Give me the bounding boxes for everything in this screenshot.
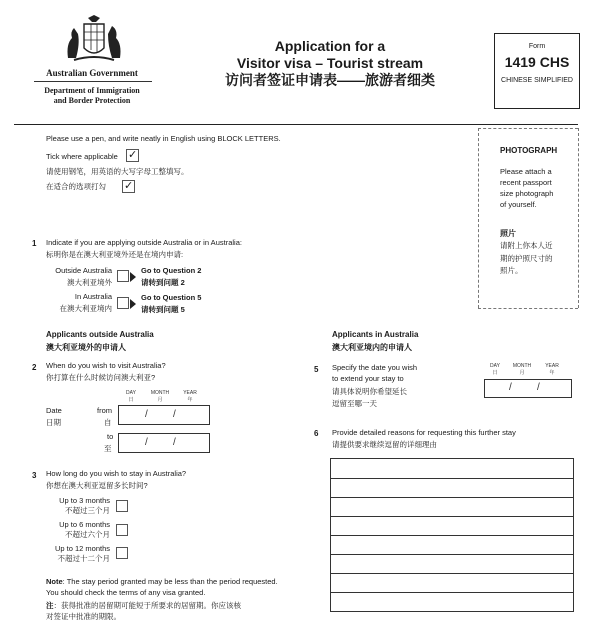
q5-day-label: DAY — [490, 363, 500, 369]
q1-inside-checkbox[interactable] — [117, 297, 129, 309]
note-text-zh-1: ：获得批准的居留期可能短于所要求的居留期。你应该核 — [53, 601, 241, 610]
photo-instr-zh-1: 请附上你本人近 — [500, 241, 553, 250]
q2-to-label-zh: 至 — [104, 444, 112, 453]
inside-heading-en: Applicants in Australia — [332, 330, 419, 339]
tick-example-box-zh — [122, 180, 135, 193]
q1-outside-checkbox[interactable] — [117, 270, 129, 282]
q3-opt1-en: Up to 3 months — [59, 496, 110, 505]
q2-to-date-input[interactable] — [118, 433, 210, 453]
note-label-zh: 注 — [46, 601, 54, 610]
q1-opt2-label-zh: 在澳大利亚境内 — [59, 304, 112, 313]
q5-day-label-zh: 日 — [492, 370, 498, 376]
note-label: Note — [46, 577, 63, 586]
photo-instr-3: size photograph — [500, 189, 554, 198]
note-zh-2: 对签证中批准的期限。 — [46, 612, 121, 621]
note-en-2: You should check the terms of any visa granted. — [46, 588, 206, 597]
q3-opt2-zh: 不超过六个月 — [65, 530, 110, 539]
gov-name: Australian Government — [46, 68, 138, 78]
q6-question-en: Provide detailed reasons for requesting this further stay — [332, 428, 516, 437]
q5-number: 5 — [314, 365, 319, 374]
photo-instr-1: Please attach a — [500, 167, 552, 176]
q2-month-label-zh: 月 — [157, 397, 163, 403]
q1-opt1-label-en: Outside Australia — [55, 266, 112, 275]
tick-example-box — [126, 149, 139, 162]
photo-instr-2: recent passport — [500, 178, 552, 187]
q3-opt3-zh: 不超过十二个月 — [57, 554, 110, 563]
q2-from-label-zh: 自 — [104, 418, 112, 427]
q2-date-label-en: Date — [46, 406, 62, 415]
form-title-line2: Visitor visa – Tourist stream — [236, 55, 424, 71]
arrow-right-icon — [129, 297, 137, 315]
dept-line1: Department of Immigration — [44, 86, 140, 95]
form-title-zh: 访问者签证申请表——旅游者细类 — [225, 72, 435, 88]
form-language: CHINESE SIMPLIFIED — [501, 77, 573, 84]
q6-number: 6 — [314, 429, 319, 438]
q2-number: 2 — [32, 363, 37, 372]
form-label: Form — [528, 43, 546, 50]
q5-year-label-zh: 年 — [549, 370, 555, 376]
q2-year-label: YEAR — [183, 390, 197, 396]
q3-3months-checkbox[interactable] — [116, 500, 128, 512]
arrow-right-icon — [129, 270, 137, 288]
note-zh-1 — [46, 601, 241, 611]
q2-to-label-en: to — [107, 432, 114, 441]
q1-opt1-goto-en: Go to Question 2 — [141, 266, 202, 275]
q1-opt2-goto-zh: 请转到问题 5 — [141, 305, 185, 314]
q3-opt1-zh: 不超过三个月 — [65, 506, 110, 515]
intro-instruction-en: Please use a pen, and write neatly in English using BLOCK LETTERS. — [46, 134, 281, 143]
photo-instr-zh-3: 照片。 — [500, 266, 523, 275]
q3-question-en: How long do you wish to stay in Australia? — [46, 469, 187, 478]
q3-opt3-en: Up to 12 months — [54, 544, 110, 553]
q3-opt2-en: Up to 6 months — [59, 520, 110, 529]
photo-instr-4: of yourself. — [500, 200, 537, 209]
date-separator: / — [173, 437, 176, 448]
q1-question-zh: 标明你是在澳大利亚境外还是在境内申请: — [46, 250, 184, 259]
q6-reasons-textarea[interactable] — [330, 458, 574, 612]
form-number: 1419 CHS — [504, 54, 570, 70]
q1-opt1-label-zh: 澳大利亚境外 — [67, 278, 112, 287]
q2-from-label-en: from — [97, 406, 112, 415]
q5-question-zh-1: 请具体说明你希望延长 — [332, 387, 407, 396]
q5-year-label: YEAR — [545, 363, 559, 369]
photo-instr-zh-2: 期的护照尺寸的 — [500, 254, 553, 263]
tick-mark-icon: ✓ — [124, 180, 134, 192]
date-separator: / — [537, 382, 540, 393]
dept-line2: and Border Protection — [53, 96, 131, 105]
q2-month-label: MONTH — [150, 390, 170, 396]
q1-question-en: Indicate if you are applying outside Australia or in Australia: — [46, 238, 242, 247]
intro-instruction-zh: 请使用钢笔，用英语的大写字母工整填写。 — [46, 167, 189, 176]
form-number-box — [494, 33, 580, 109]
q5-question-en-2: to extend your stay to — [332, 374, 404, 383]
q6-question-zh: 请提供要求继续逗留的详细理由 — [332, 440, 437, 449]
date-separator: / — [145, 437, 148, 448]
coat-of-arms-icon — [60, 14, 128, 66]
q5-question-en-1: Specify the date you wish — [332, 363, 418, 372]
q3-6months-checkbox[interactable] — [116, 524, 128, 536]
q3-12months-checkbox[interactable] — [116, 547, 128, 559]
q2-day-label: DAY — [126, 390, 136, 396]
q1-opt2-goto-en: Go to Question 5 — [141, 293, 202, 302]
inside-heading-zh: 澳大利亚境内的申请人 — [332, 343, 412, 352]
q1-number: 1 — [32, 239, 37, 248]
form-title-line1: Application for a — [274, 38, 386, 54]
q5-month-label-zh: 月 — [519, 370, 525, 376]
note-text-1: : The stay period granted may be less than the period requested. — [62, 577, 278, 586]
q5-date-input[interactable] — [484, 379, 572, 398]
date-separator: / — [509, 382, 512, 393]
q3-question-zh: 你想在澳大利亚逗留多长时间? — [46, 481, 148, 490]
q1-opt2-label-en: In Australia — [74, 292, 112, 301]
date-separator: / — [173, 409, 176, 420]
photo-title-zh: 照片 — [500, 229, 516, 238]
date-separator: / — [145, 409, 148, 420]
q5-question-zh-2: 逗留至哪一天 — [332, 399, 377, 408]
q2-question-en: When do you wish to visit Australia? — [46, 361, 166, 370]
q2-date-label-zh: 日期 — [46, 418, 61, 427]
note-en-1 — [46, 577, 278, 587]
photo-title: PHOTOGRAPH — [500, 146, 558, 155]
intro-tick-zh: 在适合的选项打勾 — [46, 182, 106, 191]
q2-question-zh: 你打算在什么时候访问澳大利亚? — [46, 373, 156, 382]
q3-number: 3 — [32, 471, 37, 480]
q2-from-date-input[interactable] — [118, 405, 210, 425]
q5-month-label: MONTH — [512, 363, 532, 369]
tick-mark-icon: ✓ — [128, 149, 138, 161]
intro-tick-en: Tick where applicable — [46, 152, 118, 161]
q1-opt1-goto-zh: 请转到问题 2 — [141, 278, 185, 287]
outside-heading-zh: 澳大利亚境外的申请人 — [46, 343, 126, 352]
q2-year-label-zh: 年 — [187, 397, 193, 403]
q2-day-label-zh: 日 — [128, 397, 134, 403]
outside-heading-en: Applicants outside Australia — [46, 330, 154, 339]
